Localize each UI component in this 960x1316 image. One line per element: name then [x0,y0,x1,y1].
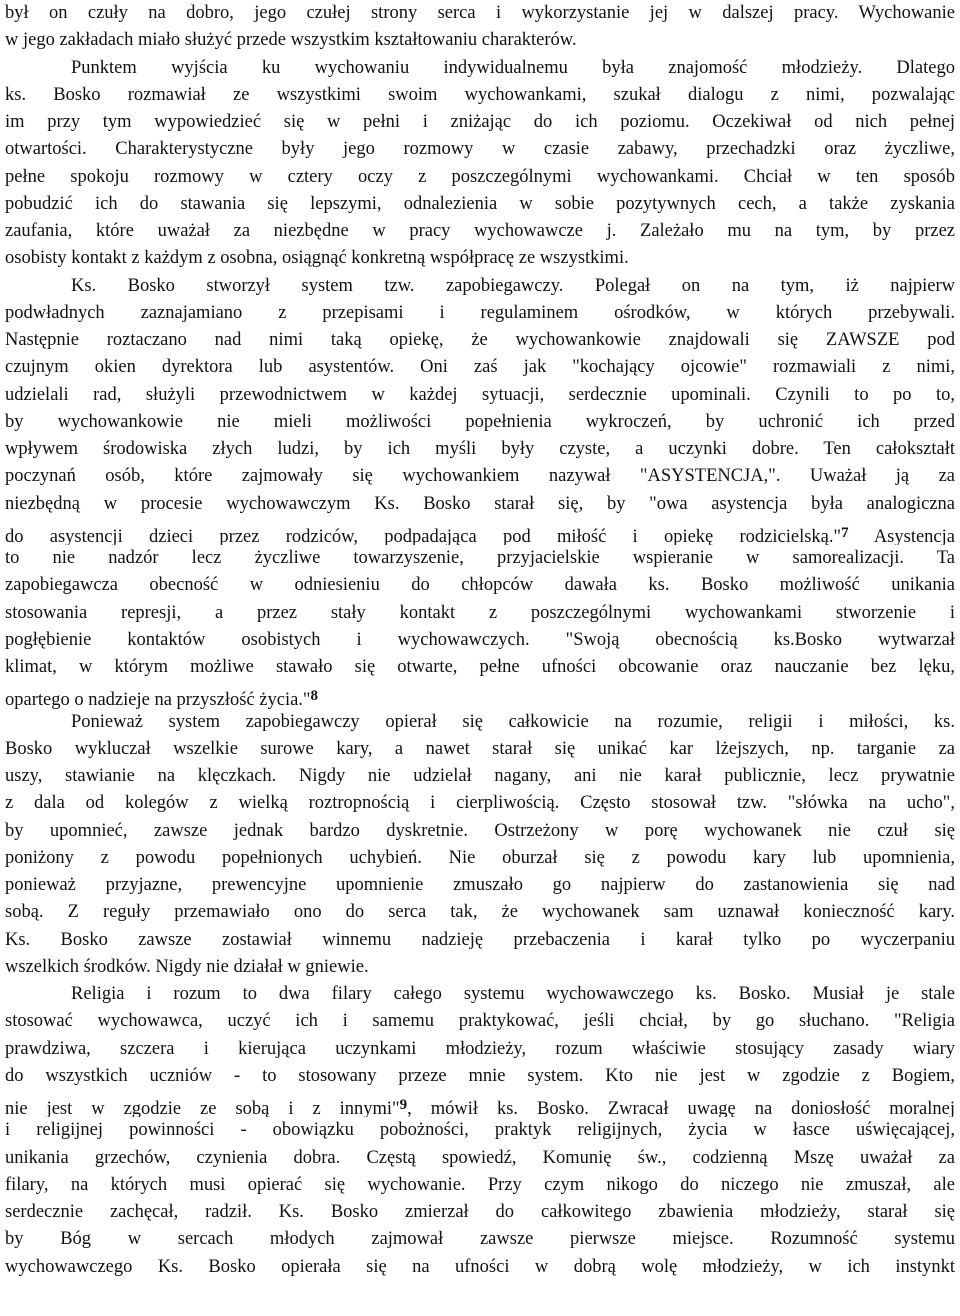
paragraph-start-line: Ponieważ system zapobiegawczy opierał się całkowicie na rozumie, religii i miłości, ks. [71,711,955,732]
text-line [5,518,955,545]
line-part: opartego o nadzieje na przyszłość życia." [5,690,311,709]
text-line: im przy tym wypowiedzieć się w pełni i zniżając do ich poziomu. Oczekiwał od nich pełnej [5,112,955,132]
footnote-marker-7: 7 [841,524,849,541]
text-line: klimat, w którym możliwe stawało się otwarte, pełne ufności obcowanie oraz nauczanie bez lęku, [5,657,955,677]
text-line: i religijnej powinności - obowiązku pobożności, praktyk religijnych, życia w łasce uświęcającej, [5,1120,955,1141]
text-line: ponieważ przyjazne, prewencyjne upomnienie zmuszało go najpierw do zastanowienia się nad [5,875,955,895]
text-line: zapobiegawcza obecność w odniesieniu do chłopców dawała ks. Bosko możliwość unikania [5,575,955,596]
text-line: stosować wychowawca, uczyć ich i samemu praktykować, jeśli chciał, by go słuchano. "Religia [5,1011,955,1032]
text-line: podwładnych zaznajamiano z przepisami i regulaminem ośrodków, w których przebywali. [5,302,955,323]
text-line: wychowawczego Ks. Bosko opierała się na ufności w dobrą wolę młodzieży, w ich instynkt [5,1256,955,1277]
text-line: prawdziwa, szczera i kierująca uczynkami młodzieży, rozum właściwie stosujący zasady wiary [5,1038,955,1059]
paragraph-start-line: Religia i rozum to dwa filary całego systemu wychowawczego ks. Bosko. Musiał je stale [71,984,955,1004]
text-line: osobisty kontakt z każdym z osobna, osiągnąć konkretną współpracę ze wszystkimi. [5,248,629,269]
text-line [5,1090,955,1117]
paragraph-start-line: Ks. Bosko stworzył system tzw. zapobiegawczy. Polegał on na tym, iż najpierw [71,275,955,296]
text-line: pogłębienie kontaktów osobistych i wychowawczych. "Swoją obecnością ks.Bosko wytwarzał [5,629,955,650]
text-line: czujnym okien dyrektora lub asystentów. Oni zaś jak "kochający ojcowie" rozmawiali z nimi, [5,357,955,378]
text-line: Bosko wykluczał wszelkie surowe kary, a nawet starał się unikać kar lżejszych, np. targanie za [5,738,955,759]
text-line: pełne spokoju rozmowy w cztery oczy z poszczególnymi wychowankami. Chciał w ten sposób [5,166,955,187]
text-line: by Bóg w sercach młodych zajmował zawsze pierwsze miejsce. Rozumność systemu [5,1229,955,1250]
text-line: w jego zakładach miało służyć przede wszystkim kształtowaniu charakterów. [5,30,577,51]
text-line: zaufania, które uważał za niezbędne w pracy wychowawcze j. Zależało mu na tym, by przez [5,221,955,241]
paragraph-start-line: Punktem wyjścia ku wychowaniu indywidualnemu była znajomość młodzieży. Dlatego [71,57,955,78]
text-line: wpływem środowiska złych ludzi, by ich myśli były czyste, a uczynki dobre. Ten całokształt [5,439,955,459]
text-line: poniżony z powodu popełnionych uchybień. Nie oburzał się z powodu kary lub upomnienia, [5,847,955,868]
text-line: do wszystkich uczniów - to stosowany przeze mnie system. Kto nie jest w zgodzie z Bogiem, [5,1065,955,1086]
line-part: , mówił ks. Bosko. Zwracał uwagę na doniosłość moralnej [407,1099,955,1118]
text-line: poczynań osób, które zajmowały się wychowankiem nazywał "ASYSTENCJA,". Uważał ją za [5,466,955,487]
text-line: uszy, stawianie na klęczkach. Nigdy nie udzielał nagany, ani nie karał publicznie, lecz prywatnie [5,766,955,786]
line-part: do asystencji dzieci przez rodziców, podpadająca pod miłość i opiekę rodzicielską." [5,526,842,545]
text-line: Następnie roztaczano nad nimi taką opiekę, że wychowankowie znajdowali się ZAWSZE pod [5,330,955,350]
text-line: unikania grzechów, czynienia dobra. Częstą spowiedź, Komunię św., codzienną Mszę uważał za [5,1147,955,1168]
text-line: to nie nadzór lecz życzliwe towarzyszenie, przyjacielskie wspieranie w samorealizacji. Ta [5,548,955,568]
text-line: udzielali rad, służyli przewodnictwem w każdej sytuacji, serdecznie upominali. Czynili to po to, [5,384,955,405]
line-part: Asystencja [848,526,955,545]
text-line: serdecznie zachęcał, radził. Ks. Bosko zmierzał do całkowitego zbawienia młodzieży, starał się [5,1202,955,1222]
text-line: otwartości. Charakterystyczne były jego rozmowy w czasie zabawy, przechadzki oraz życzliwe, [5,139,955,160]
text-line: był on czuły na dobro, jego czułej strony serca i wykorzystanie jej w dalszej pracy. Wychowanie [5,3,955,23]
footnote-marker-8: 8 [310,688,318,705]
text-line: pobudzić ich do stawania się lepszymi, odnalezienia w sobie pozytywnych cech, a także zyskania [5,193,955,214]
text-line: by wychowankowie nie mieli możliwości popełnienia wykroczeń, by uchronić ich przed [5,411,955,432]
text-line: ks. Bosko rozmawiał ze wszystkimi swoim wychowankami, szukał dialogu z nimi, pozwalając [5,84,955,105]
text-line [5,681,955,708]
text-line: wszelkich środków. Nigdy nie działał w gniewie. [5,956,369,977]
text-line: filary, na których musi opierać się wychowanie. Przy czym nikogo do niczego nie zmuszał, ale [5,1174,955,1195]
text-line: z dala od kolegów z wielką roztropnością i cierpliwością. Często stosował tzw. "słówka na ucho", [5,793,955,814]
line-part: nie jest w zgodzie ze sobą i z innymi" [5,1099,400,1118]
text-line: stosowania represji, a przez stały kontakt z poszczególnymi wychowankami stworzenie i [5,602,955,623]
text-line: niezbędną w procesie wychowawczym Ks. Bosko starał się, by "owa asystencja była analogiczna [5,493,955,514]
footnote-marker-9: 9 [399,1097,408,1113]
text-line: sobą. Z reguły przemawiało ono do serca tak, że wychowanek sam uznawał konieczność kary. [5,902,955,923]
text-line: Ks. Bosko zawsze zostawiał winnemu nadzieję przebaczenia i karał tylko po wyczerpaniu [5,929,955,950]
text-line: by upomnieć, zawsze jednak bardzo dyskretnie. Ostrzeżony w porę wychowanek nie czuł się [5,820,955,841]
